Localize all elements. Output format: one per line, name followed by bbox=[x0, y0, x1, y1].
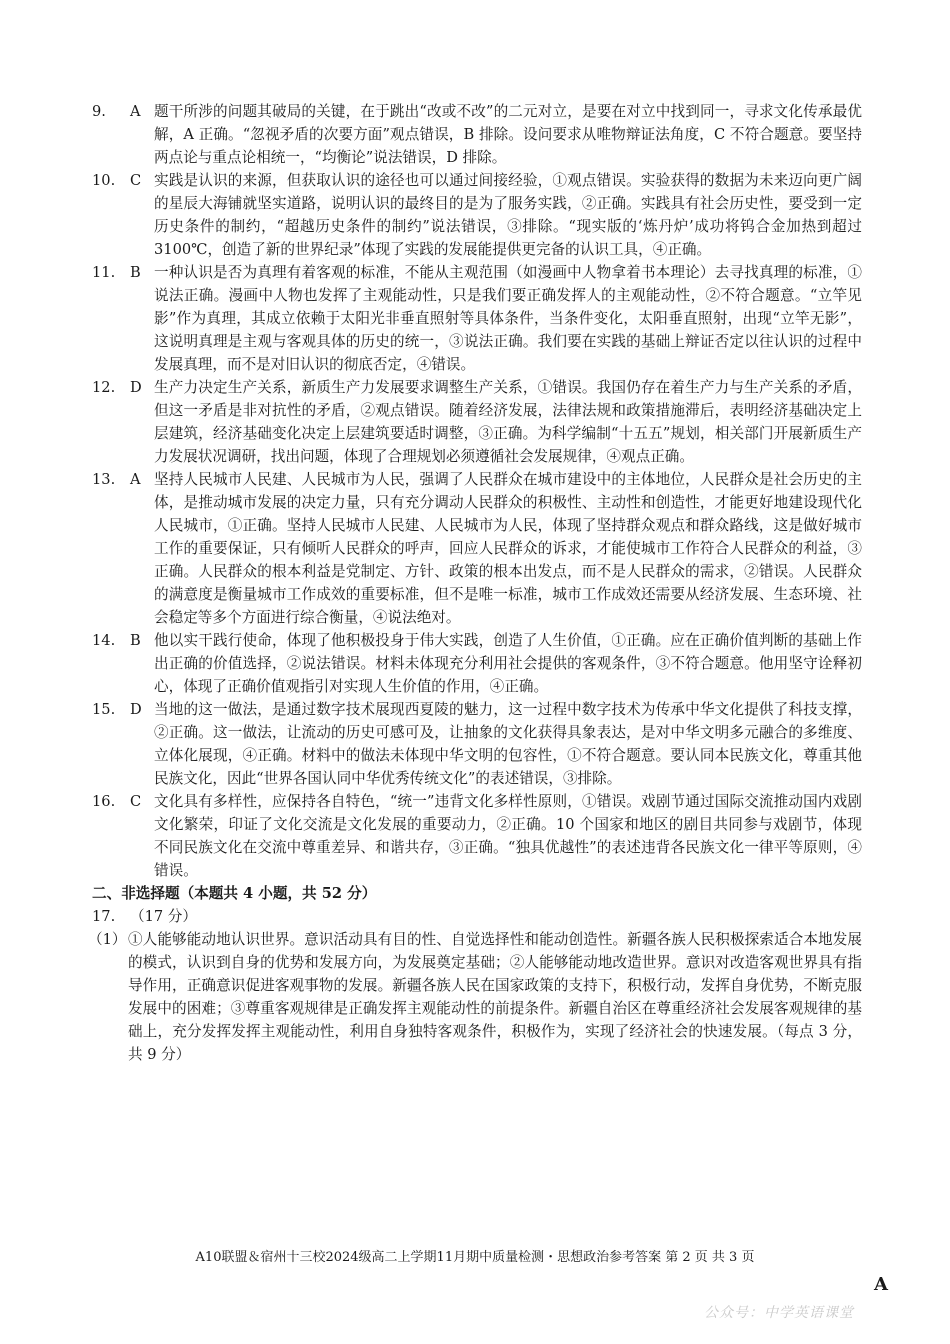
answer-letter: C bbox=[130, 793, 142, 810]
question-13 bbox=[92, 468, 862, 629]
question-number: 14. bbox=[92, 632, 116, 649]
explanation: 文化具有多样性，应保持各自特色，“统一”违背文化多样性原则，①错误。戏剧节通过国际交流推动国内戏剧文化繁荣，印证了文化交流是文化发展的重要动力，②正确。10 个国家和地区的剧目共同参与戏剧节，体现不同民族文化在交流中尊重差异、和谐共存，③正确。“独具优越性”的表述违背各民族文化一律平等原则，④错误。 bbox=[154, 793, 862, 879]
part-label: （1） bbox=[88, 931, 127, 948]
question-number: 17. bbox=[92, 908, 116, 925]
section-heading: 二、非选择题（本题共 4 小题，共 52 分） bbox=[92, 885, 377, 902]
question-10 bbox=[92, 169, 862, 261]
question-14 bbox=[92, 629, 862, 698]
question-number: 10. bbox=[92, 172, 116, 189]
question-number: 9. bbox=[92, 103, 106, 120]
question-15 bbox=[92, 698, 862, 790]
explanation: 一种认识是否为真理有着客观的标准，不能从主观范围（如漫画中人物拿着书本理论）去寻找真理的标准，①说法正确。漫画中人物也发挥了主观能动性，只是我们要正确发挥人的主观能动性，②不符合题意。“立竿见影”作为真理，其成立依赖于太阳光非垂直照射等具体条件，当条件变化，太阳垂直照射，出现“立竿无影”，这说明真理是主观与客观具体的历史的统一，③说法正确。我们要在实践的基础上辩证否定以往认识的过程中发展真理，而不是对旧认识的彻底否定，④错误。 bbox=[154, 264, 862, 373]
question-number: 13. bbox=[92, 471, 116, 488]
question-17-part-1 bbox=[88, 928, 862, 1066]
explanation: 题干所涉的问题其破局的关键，在于跳出“改或不改”的二元对立，是要在对立中找到同一，寻求文化传承最优解，A 正确。“忽视矛盾的次要方面”观点错误，B 排除。设问要求从唯物辩证法角度，C 不符合题意。要坚持两点论与重点论相统一，“均衡论”说法错误，D 排除。 bbox=[154, 103, 862, 166]
answer-letter: A bbox=[130, 103, 141, 120]
answer-letter: A bbox=[130, 471, 141, 488]
answer-letter: D bbox=[130, 701, 142, 718]
question-number: 12. bbox=[92, 379, 116, 396]
explanation: 坚持人民城市人民建、人民城市为人民，强调了人民群众在城市建设中的主体地位，人民群众是社会历史的主体，是推动城市发展的决定力量，只有充分调动人民群众的积极性、主动性和创造性，才能更好地建设现代化人民城市，①正确。坚持人民城市人民建、人民城市为人民，体现了坚持群众观点和群众路线，这是做好城市工作的重要保证，只有倾听人民群众的呼声，回应人民群众的诉求，才能使城市工作符合人民群众的利益，③正确。人民群众的根本利益是党制定、方针、政策的根本出发点，而不是人民群众的需求，②错误。人民群众的满意度是衡量城市工作成效的重要标准，但不是唯一标准，城市工作成效还需要从经济发展、生态环境、社会稳定等多个方面进行综合衡量，④说法绝对。 bbox=[154, 471, 862, 626]
watermark: 公众号：中学英语课堂 bbox=[704, 1305, 854, 1321]
explanation: 他以实干践行使命，体现了他积极投身于伟大实践，创造了人生价值，①正确。应在正确价值判断的基础上作出正确的价值选择，②说法错误。材料未体现充分利用社会提供的客观条件，③不符合题意。他用坚守诠释初心，体现了正确价值观指引对实现人生价值的作用，④正确。 bbox=[154, 632, 862, 695]
explanation: 实践是认识的来源，但获取认识的途径也可以通过间接经验，①观点错误。实验获得的数据为未来迈向更广阔的星辰大海铺就坚实道路，说明认识的最终目的是为了服务实践，②正确。实践具有社会历史性，要受到一定历史条件的制约，“超越历史条件的制约”说法错误，③排除。“现实版的‘炼丹炉’成功将钨合金加热到超过 3100℃，创造了新的世界纪录”体现了实践的发展能提供更完备的认识工具，④正确。 bbox=[154, 172, 862, 258]
answer-letter: B bbox=[130, 632, 141, 649]
answer-letter: B bbox=[130, 264, 141, 281]
question-12 bbox=[92, 376, 862, 468]
question-11 bbox=[92, 261, 862, 376]
explanation: 当地的这一做法，是通过数字技术展现西夏陵的魅力，这一过程中数字技术为传承中华文化提供了科技支撑，②正确。这一做法，让流动的历史可感可及，让抽象的文化获得具象表达，是对中华文明多元融合的多维度、立体化展现，④正确。材料中的做法未体现中华文明的包容性，①不符合题意。要认同本民族文化，尊重其他民族文化，因此“世界各国认同中华优秀传统文化”的表述错误，③排除。 bbox=[154, 701, 862, 787]
question-number: 11. bbox=[92, 264, 116, 281]
answer-content bbox=[88, 100, 862, 1066]
explanation: 生产力决定生产关系，新质生产力发展要求调整生产关系，①错误。我国仍存在着生产力与生产关系的矛盾，但这一矛盾是非对抗性的矛盾，②观点错误。随着经济发展，法律法规和政策措施滞后，表明经济基础决定上层建筑，经济基础变化决定上层建筑要适时调整，③正确。为科学编制“十五五”规划，相关部门开展新质生产力发展状况调研，找出问题，体现了合理规划必须遵循社会发展规律，④观点正确。 bbox=[154, 379, 862, 465]
question-9 bbox=[92, 100, 862, 169]
paper-variant-label: A bbox=[874, 1274, 888, 1295]
answer-letter: C bbox=[130, 172, 142, 189]
question-17-header bbox=[92, 905, 862, 928]
answer-letter: D bbox=[130, 379, 142, 396]
question-number: 16. bbox=[92, 793, 116, 810]
question-number: 15. bbox=[92, 701, 116, 718]
part-answer: ①人能够能动地认识世界。意识活动具有目的性、自觉选择性和能动创造性。新疆各族人民积极探索适合本地发展的模式，认识到自身的优势和发展方向，为发展奠定基础；②人能够能动地改造世界。意识对改造客观世界具有指导作用，正确意识促进客观事物的发展。新疆各族人民在国家政策的支持下，积极行动，发挥自身优势，不断克服发展中的困难；③尊重客观规律是正确发挥主观能动性的前提条件。新疆自治区在尊重经济社会发展客观规律的基础上，充分发挥发挥主观能动性，利用自身独特客观条件，积极作为，实现了经济社会的快速发展。（每点 3 分，共 9 分） bbox=[128, 931, 862, 1063]
question-16 bbox=[92, 790, 862, 882]
question-points: （17 分） bbox=[130, 908, 197, 925]
page-footer: A10联盟＆宿州十三校2024级高二上学期11月期中质量检测・思想政治参考答案 第 2 页 共 3 页 bbox=[195, 1250, 755, 1265]
